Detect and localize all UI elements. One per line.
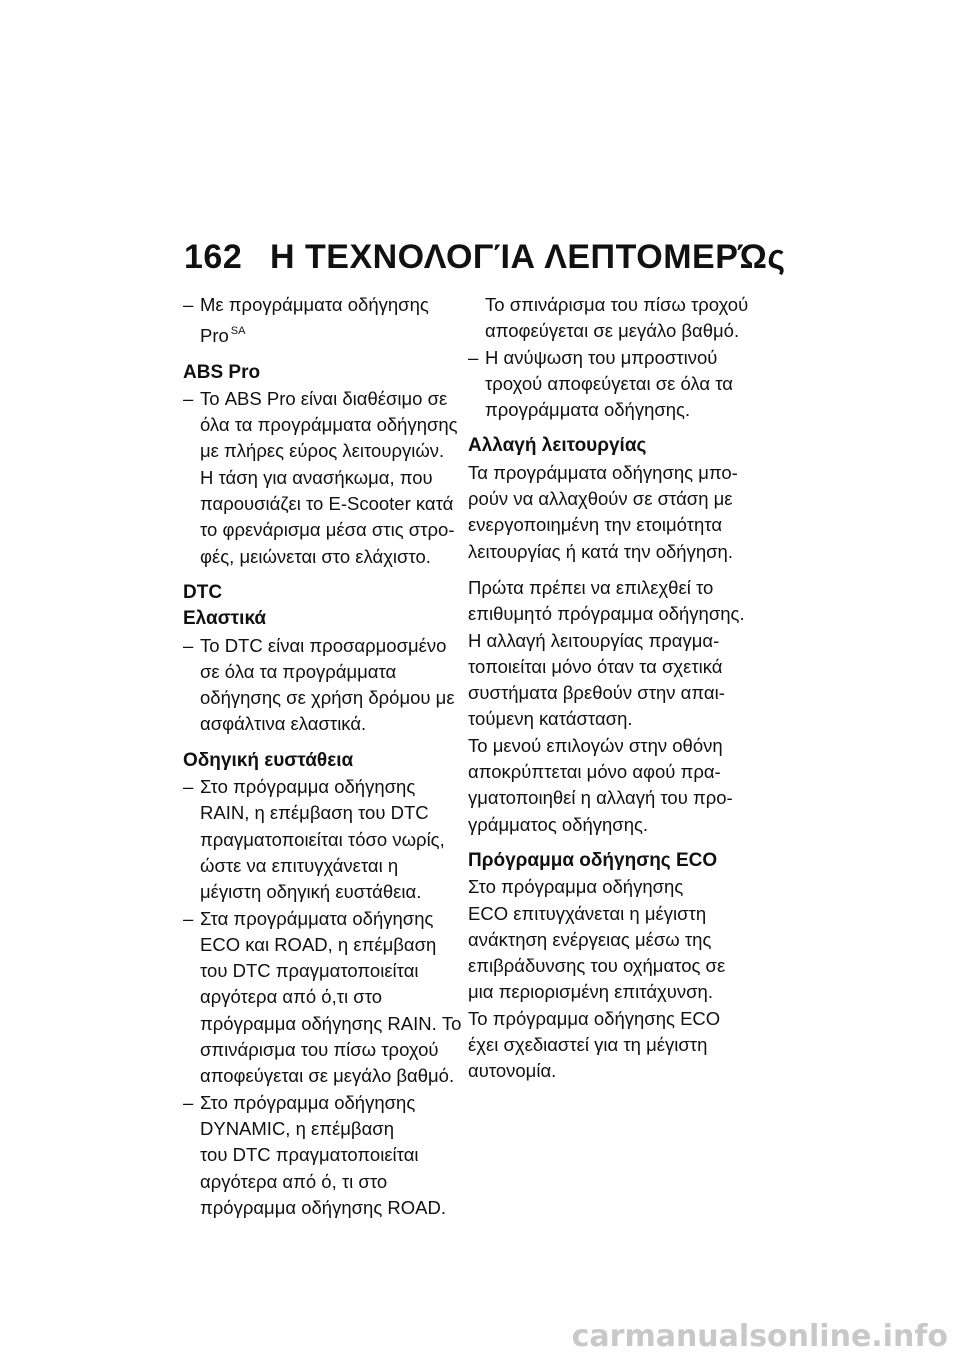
text-line: συστήματα βρεθούν στην απαι- xyxy=(468,682,725,704)
text-line: σπινάρισμα του πίσω τροχού xyxy=(200,1039,439,1061)
text-line: Τα προγράμματα οδήγησης μπο- xyxy=(468,461,738,483)
text-line: του DTC πραγματοποιείται xyxy=(200,1144,419,1166)
eco-road-list-item xyxy=(183,906,463,1090)
intro-line xyxy=(200,318,463,349)
text-line: επιθυμητό πρόγραμμα οδήγησης. xyxy=(468,603,745,625)
page-number: 162 xyxy=(184,238,243,276)
text-line: πραγματοποιείται τόσο νωρίς, xyxy=(200,828,445,850)
text-line: αποφεύγεται σε μεγάλο βαθμό. xyxy=(200,1065,455,1087)
text-line: Η αλλαγή λειτουργίας πραγμα- xyxy=(468,629,720,651)
text-line: Στο πρόγραμμα οδήγησης xyxy=(200,776,416,798)
text-line: παρουσιάζει το E-Scooter κατά xyxy=(200,493,454,515)
continued-list-item xyxy=(468,292,758,345)
text-line: Στο πρόγραμμα οδήγησης xyxy=(468,876,684,898)
change-paragraph-1 xyxy=(468,460,758,565)
text-line: όλα τα προγράμματα οδήγησης xyxy=(200,414,458,436)
section-title-change-mode: Αλλαγή λειτουργίας xyxy=(468,435,647,457)
dtc-list-item xyxy=(183,633,463,738)
text-line: αυτονομία. xyxy=(468,1060,557,1082)
text-line: λειτουργίας ή κατά την οδήγηση. xyxy=(468,540,733,562)
list-dash: – xyxy=(183,387,194,409)
text-line: Το πρόγραμμα οδήγησης ECO xyxy=(468,1007,721,1029)
text-line: προγράμματα οδήγησης. xyxy=(485,399,691,421)
text-line: τροχού αποφεύγεται σε όλα τα xyxy=(485,372,734,394)
abs-list-item xyxy=(183,386,463,570)
section-title-eco: Πρόγραμμα οδήγησης ECO xyxy=(468,849,718,871)
text-line: αργότερα από ό,τι στο xyxy=(200,986,383,1008)
text-line: οδήγησης σε χρήση δρόμου με xyxy=(200,687,455,709)
text-line: μια περιορισμένη επιτάχυνση. xyxy=(468,981,713,1003)
page-header xyxy=(184,238,786,277)
text-line: Το DTC είναι προσαρμοσμένο xyxy=(200,634,447,656)
text-line: γματοποιηθεί η αλλαγή του προ- xyxy=(468,787,733,809)
subsection-title-stability: Οδηγική ευστάθεια xyxy=(183,749,354,771)
text-line: πρόγραμμα οδήγησης RAIN. Το xyxy=(200,1012,462,1034)
text-line: γράμματος οδήγησης. xyxy=(468,813,649,835)
text-line: πρόγραμμα οδήγησης ROAD. xyxy=(200,1196,446,1218)
text-line: τοποιείται μόνο όταν τα σχετικά xyxy=(468,655,723,677)
text-line: DYNAMIC, η επέμβαση xyxy=(200,1117,394,1139)
sa-superscript: SA xyxy=(230,325,246,338)
rain-list-item xyxy=(183,774,463,905)
text-line: αργότερα από ό, τι στο xyxy=(200,1170,388,1192)
lift-list-item xyxy=(468,345,758,424)
text-line: Στα προγράμματα οδήγησης xyxy=(200,907,434,929)
text-line: ECO και ROAD, η επέμβαση xyxy=(200,933,437,955)
text-line: RAIN, η επέμβαση του DTC xyxy=(200,802,429,824)
right-column xyxy=(468,292,758,1085)
eco-paragraph-2 xyxy=(468,1006,758,1085)
watermark: carmanualsonline.info xyxy=(571,1319,948,1354)
text-line: Πρώτα πρέπει να επιλεχθεί το xyxy=(468,576,714,598)
change-paragraph-3 xyxy=(468,733,758,838)
text-line: επιβράδυνσης του οχήματος σε xyxy=(468,955,726,977)
list-dash: – xyxy=(468,346,479,368)
text-line: ανάκτηση ενέργειας μέσω της xyxy=(468,928,712,950)
text-line: Το ABS Pro είναι διαθέσιμο σε xyxy=(200,387,448,409)
section-title-dtc: DTC xyxy=(183,581,223,603)
text-line: σε όλα τα προγράμματα xyxy=(200,660,397,682)
list-dash: – xyxy=(183,776,194,798)
text-line: ρούν να αλλαχθούν σε στάση με xyxy=(468,488,733,510)
dynamic-list-item xyxy=(183,1090,463,1221)
left-column xyxy=(183,292,463,1221)
text-line: ώστε να επιτυγχάνεται η xyxy=(200,854,399,876)
change-paragraph-2 xyxy=(468,575,758,733)
text-line: Το μενού επιλογών στην οθόνη xyxy=(468,734,723,756)
list-dash: – xyxy=(183,294,194,315)
list-dash: – xyxy=(183,634,194,656)
section-title-abs-pro: ABS Pro xyxy=(183,361,261,383)
intro-pro: Pro xyxy=(200,325,229,347)
text-line: ECO επιτυγχάνεται η μέγιστη xyxy=(468,902,707,924)
text-line: Η τάση για ανασήκωμα, που xyxy=(200,466,433,488)
text-line: αποφεύγεται σε μεγάλο βαθμό. xyxy=(485,320,740,342)
text-line: φές, μειώνεται στο ελάχιστο. xyxy=(200,545,431,567)
subsection-title-elastika: Ελαστικά xyxy=(183,608,267,630)
text-line: έχει σχεδιαστεί για τη μέγιστη xyxy=(468,1034,708,1056)
text-line: το φρενάρισμα μέσα στις στρο- xyxy=(200,519,455,541)
text-line: αποκρύπτεται μόνο αφού πρα- xyxy=(468,761,721,783)
text-line: ασφάλτινα ελαστικά. xyxy=(200,713,367,735)
page-title: Η ΤΕΧΝΟΛΟΓΊΑ ΛΕΠΤΟΜΕΡΏς xyxy=(270,238,786,276)
intro-list-item xyxy=(183,292,463,350)
text-line: με πλήρες εύρος λειτουργιών. xyxy=(200,440,445,462)
intro-line: Με προγράμματα οδήγησης xyxy=(200,294,429,315)
text-line: Η ανύψωση του μπροστινού xyxy=(485,346,718,368)
list-dash: – xyxy=(183,907,194,929)
text-line: τούμενη κατάσταση. xyxy=(468,708,633,730)
text-line: Στο πρόγραμμα οδήγησης xyxy=(200,1091,416,1113)
eco-paragraph-1 xyxy=(468,874,758,1005)
list-dash: – xyxy=(183,1091,194,1113)
text-line: ενεργοποιημένη την ετοιμότητα xyxy=(468,514,723,536)
text-line: του DTC πραγματοποιείται xyxy=(200,960,419,982)
text-line: Το σπινάρισμα του πίσω τροχού xyxy=(485,294,749,315)
text-line: μέγιστη οδηγική ευστάθεια. xyxy=(200,881,422,903)
